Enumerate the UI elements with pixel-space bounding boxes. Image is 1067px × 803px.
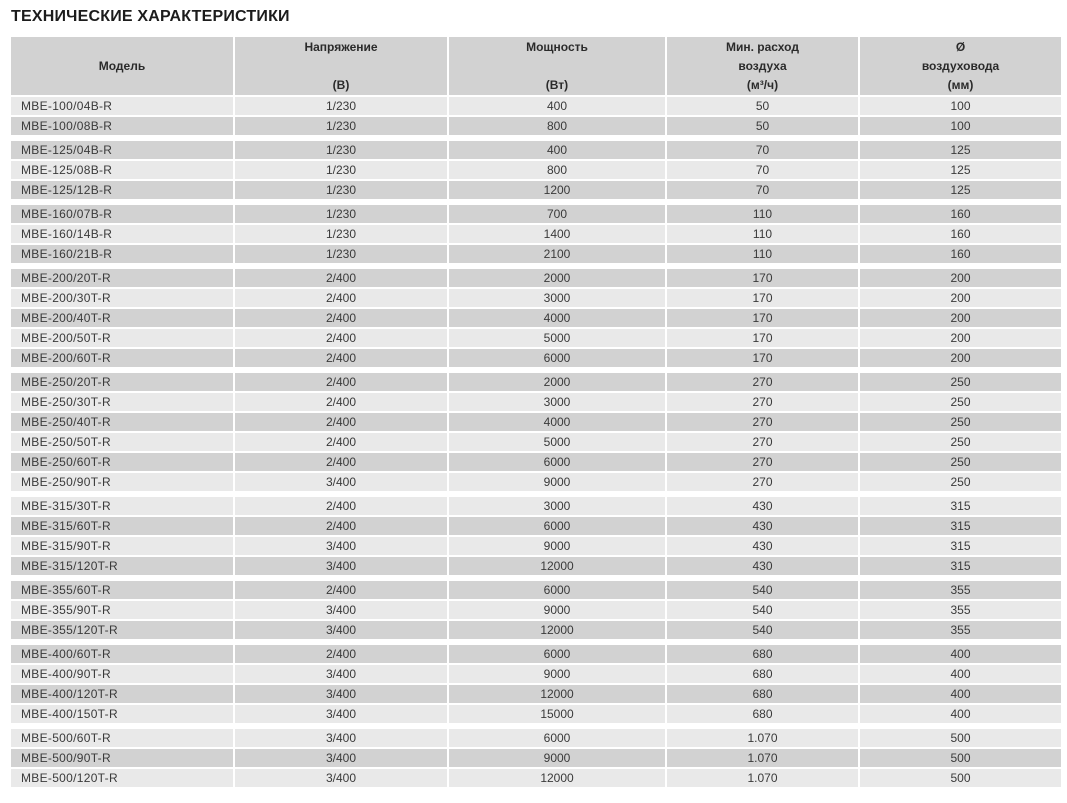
cell-model: MBE-315/60T-R (11, 517, 233, 535)
cell-model: MBE-355/120T-R (11, 621, 233, 639)
column-header-line: Мин. расход (726, 39, 799, 54)
cell-model: MBE-160/07B-R (11, 205, 233, 223)
cell-airflow: 50 (667, 117, 858, 135)
column-header-line: Ø (955, 39, 966, 54)
column-header-line: (В) (332, 77, 350, 92)
cell-diameter: 100 (860, 117, 1061, 135)
table-row (11, 557, 1061, 575)
cell-model: MBE-125/12B-R (11, 181, 233, 199)
cell-model: MBE-400/60T-R (11, 645, 233, 663)
cell-voltage: 1/230 (235, 205, 447, 223)
cell-diameter: 355 (860, 621, 1061, 639)
column-header-airflow (667, 37, 858, 95)
cell-voltage: 3/400 (235, 601, 447, 619)
cell-model: MBE-100/08B-R (11, 117, 233, 135)
cell-diameter: 250 (860, 393, 1061, 411)
cell-voltage: 2/400 (235, 269, 447, 287)
cell-model: MBE-355/90T-R (11, 601, 233, 619)
cell-model: MBE-200/60T-R (11, 349, 233, 367)
cell-power: 9000 (449, 665, 665, 683)
table-row (11, 181, 1061, 199)
cell-diameter: 315 (860, 557, 1061, 575)
cell-airflow: 110 (667, 205, 858, 223)
cell-voltage: 3/400 (235, 665, 447, 683)
column-header-power (449, 37, 665, 95)
cell-airflow: 680 (667, 665, 858, 683)
cell-voltage: 2/400 (235, 329, 447, 347)
column-header-diameter (860, 37, 1061, 95)
table-row (11, 645, 1061, 663)
table-row (11, 413, 1061, 431)
cell-power: 12000 (449, 621, 665, 639)
cell-model: MBE-250/60T-R (11, 453, 233, 471)
cell-voltage: 1/230 (235, 225, 447, 243)
table-row (11, 601, 1061, 619)
cell-voltage: 2/400 (235, 433, 447, 451)
cell-diameter: 160 (860, 225, 1061, 243)
table-row (11, 453, 1061, 471)
cell-power: 3000 (449, 289, 665, 307)
cell-voltage: 3/400 (235, 729, 447, 747)
cell-power: 6000 (449, 581, 665, 599)
cell-model: MBE-250/90T-R (11, 473, 233, 491)
cell-model: MBE-400/90T-R (11, 665, 233, 683)
table-row (11, 373, 1061, 391)
table-row (11, 769, 1061, 787)
cell-airflow: 170 (667, 269, 858, 287)
table-row (11, 289, 1061, 307)
cell-airflow: 170 (667, 329, 858, 347)
cell-airflow: 70 (667, 181, 858, 199)
column-header-line: (Вт) (545, 77, 569, 92)
cell-airflow: 430 (667, 537, 858, 555)
cell-airflow: 70 (667, 161, 858, 179)
cell-power: 12000 (449, 769, 665, 787)
cell-diameter: 250 (860, 413, 1061, 431)
column-header-voltage (235, 37, 447, 95)
table-row (11, 309, 1061, 327)
cell-airflow: 170 (667, 289, 858, 307)
cell-diameter: 160 (860, 245, 1061, 263)
cell-model: MBE-250/50T-R (11, 433, 233, 451)
cell-voltage: 1/230 (235, 181, 447, 199)
table-row (11, 349, 1061, 367)
cell-diameter: 200 (860, 289, 1061, 307)
cell-airflow: 110 (667, 225, 858, 243)
cell-voltage: 2/400 (235, 349, 447, 367)
specs-table (11, 37, 1061, 787)
cell-model: MBE-200/20T-R (11, 269, 233, 287)
cell-airflow: 270 (667, 453, 858, 471)
cell-voltage: 3/400 (235, 557, 447, 575)
cell-power: 9000 (449, 473, 665, 491)
table-row (11, 393, 1061, 411)
column-header-line: (мм) (947, 77, 974, 92)
cell-airflow: 270 (667, 373, 858, 391)
cell-voltage: 2/400 (235, 453, 447, 471)
cell-diameter: 400 (860, 665, 1061, 683)
cell-voltage: 2/400 (235, 497, 447, 515)
cell-power: 1200 (449, 181, 665, 199)
cell-voltage: 1/230 (235, 117, 447, 135)
cell-diameter: 500 (860, 749, 1061, 767)
page-title: ТЕХНИЧЕСКИЕ ХАРАКТЕРИСТИКИ (11, 8, 290, 25)
cell-power: 400 (449, 141, 665, 159)
cell-diameter: 500 (860, 769, 1061, 787)
cell-voltage: 2/400 (235, 581, 447, 599)
cell-model: MBE-125/08B-R (11, 161, 233, 179)
table-row (11, 729, 1061, 747)
cell-airflow: 270 (667, 433, 858, 451)
cell-voltage: 2/400 (235, 645, 447, 663)
cell-model: MBE-160/21B-R (11, 245, 233, 263)
cell-power: 5000 (449, 433, 665, 451)
cell-diameter: 250 (860, 453, 1061, 471)
cell-voltage: 3/400 (235, 473, 447, 491)
column-header-line: воздуховода (921, 58, 1000, 73)
table-row (11, 269, 1061, 287)
cell-airflow: 430 (667, 497, 858, 515)
cell-power: 6000 (449, 729, 665, 747)
cell-model: MBE-315/30T-R (11, 497, 233, 515)
table-body (11, 97, 1061, 787)
table-header-row (11, 37, 1061, 95)
table-row (11, 205, 1061, 223)
model-series-group (11, 373, 1061, 491)
cell-airflow: 680 (667, 685, 858, 703)
cell-model: MBE-250/20T-R (11, 373, 233, 391)
cell-diameter: 250 (860, 373, 1061, 391)
model-series-group (11, 729, 1061, 787)
table-row (11, 473, 1061, 491)
cell-power: 6000 (449, 645, 665, 663)
cell-voltage: 2/400 (235, 517, 447, 535)
model-series-group (11, 497, 1061, 575)
cell-model: MBE-500/60T-R (11, 729, 233, 747)
cell-diameter: 100 (860, 97, 1061, 115)
cell-diameter: 125 (860, 161, 1061, 179)
column-header-line: Мощность (526, 39, 588, 54)
cell-model: MBE-315/120T-R (11, 557, 233, 575)
cell-diameter: 200 (860, 269, 1061, 287)
cell-airflow: 50 (667, 97, 858, 115)
model-series-group (11, 581, 1061, 639)
cell-airflow: 1.070 (667, 729, 858, 747)
table-row (11, 433, 1061, 451)
cell-model: MBE-250/40T-R (11, 413, 233, 431)
cell-power: 9000 (449, 601, 665, 619)
model-series-group (11, 645, 1061, 723)
column-header-line: Модель (98, 58, 146, 73)
table-row (11, 97, 1061, 115)
cell-diameter: 200 (860, 349, 1061, 367)
cell-diameter: 250 (860, 433, 1061, 451)
table-row (11, 685, 1061, 703)
cell-diameter: 400 (860, 685, 1061, 703)
table-row (11, 497, 1061, 515)
cell-airflow: 540 (667, 601, 858, 619)
cell-airflow: 430 (667, 557, 858, 575)
column-header-line: (м³/ч) (746, 77, 779, 92)
cell-airflow: 680 (667, 705, 858, 723)
cell-model: MBE-400/120T-R (11, 685, 233, 703)
cell-model: MBE-355/60T-R (11, 581, 233, 599)
cell-power: 800 (449, 161, 665, 179)
cell-power: 4000 (449, 413, 665, 431)
cell-model: MBE-200/30T-R (11, 289, 233, 307)
cell-airflow: 110 (667, 245, 858, 263)
cell-airflow: 1.070 (667, 749, 858, 767)
model-series-group (11, 205, 1061, 263)
cell-airflow: 540 (667, 621, 858, 639)
cell-model: MBE-500/120T-R (11, 769, 233, 787)
cell-diameter: 125 (860, 181, 1061, 199)
cell-power: 4000 (449, 309, 665, 327)
column-header-line: Напряжение (304, 39, 378, 54)
cell-voltage: 2/400 (235, 289, 447, 307)
model-series-group (11, 269, 1061, 367)
model-series-group (11, 141, 1061, 199)
cell-airflow: 270 (667, 413, 858, 431)
cell-voltage: 2/400 (235, 309, 447, 327)
cell-diameter: 200 (860, 329, 1061, 347)
cell-model: MBE-315/90T-R (11, 537, 233, 555)
cell-diameter: 315 (860, 517, 1061, 535)
cell-power: 6000 (449, 349, 665, 367)
cell-airflow: 170 (667, 309, 858, 327)
cell-voltage: 3/400 (235, 685, 447, 703)
cell-airflow: 540 (667, 581, 858, 599)
cell-voltage: 2/400 (235, 373, 447, 391)
cell-power: 400 (449, 97, 665, 115)
cell-power: 2100 (449, 245, 665, 263)
cell-voltage: 3/400 (235, 769, 447, 787)
cell-airflow: 430 (667, 517, 858, 535)
table-row (11, 621, 1061, 639)
table-row (11, 581, 1061, 599)
cell-model: MBE-400/150T-R (11, 705, 233, 723)
cell-airflow: 70 (667, 141, 858, 159)
cell-power: 3000 (449, 393, 665, 411)
table-row (11, 665, 1061, 683)
column-header-line: воздуха (738, 58, 787, 73)
cell-model: MBE-125/04B-R (11, 141, 233, 159)
cell-airflow: 270 (667, 393, 858, 411)
table-row (11, 161, 1061, 179)
cell-diameter: 315 (860, 497, 1061, 515)
table-row (11, 117, 1061, 135)
cell-voltage: 1/230 (235, 141, 447, 159)
cell-power: 700 (449, 205, 665, 223)
cell-voltage: 1/230 (235, 245, 447, 263)
cell-voltage: 1/230 (235, 161, 447, 179)
cell-power: 15000 (449, 705, 665, 723)
table-row (11, 225, 1061, 243)
cell-diameter: 250 (860, 473, 1061, 491)
cell-model: MBE-100/04B-R (11, 97, 233, 115)
cell-power: 3000 (449, 497, 665, 515)
cell-model: MBE-500/90T-R (11, 749, 233, 767)
cell-diameter: 125 (860, 141, 1061, 159)
table-row (11, 749, 1061, 767)
cell-power: 9000 (449, 537, 665, 555)
cell-airflow: 680 (667, 645, 858, 663)
cell-voltage: 3/400 (235, 705, 447, 723)
cell-voltage: 3/400 (235, 749, 447, 767)
cell-power: 9000 (449, 749, 665, 767)
cell-voltage: 2/400 (235, 413, 447, 431)
cell-power: 5000 (449, 329, 665, 347)
cell-power: 6000 (449, 453, 665, 471)
model-series-group (11, 97, 1061, 135)
cell-model: MBE-200/40T-R (11, 309, 233, 327)
column-header-model (11, 37, 233, 95)
table-row (11, 517, 1061, 535)
cell-power: 12000 (449, 685, 665, 703)
cell-model: MBE-160/14B-R (11, 225, 233, 243)
table-row (11, 705, 1061, 723)
cell-diameter: 200 (860, 309, 1061, 327)
cell-power: 800 (449, 117, 665, 135)
cell-power: 12000 (449, 557, 665, 575)
cell-voltage: 1/230 (235, 97, 447, 115)
cell-diameter: 355 (860, 581, 1061, 599)
cell-airflow: 1.070 (667, 769, 858, 787)
cell-power: 6000 (449, 517, 665, 535)
cell-voltage: 3/400 (235, 537, 447, 555)
cell-diameter: 355 (860, 601, 1061, 619)
cell-power: 2000 (449, 373, 665, 391)
cell-model: MBE-200/50T-R (11, 329, 233, 347)
table-row (11, 537, 1061, 555)
cell-power: 2000 (449, 269, 665, 287)
cell-airflow: 170 (667, 349, 858, 367)
cell-power: 1400 (449, 225, 665, 243)
cell-voltage: 2/400 (235, 393, 447, 411)
cell-diameter: 400 (860, 645, 1061, 663)
cell-airflow: 270 (667, 473, 858, 491)
table-row (11, 245, 1061, 263)
cell-voltage: 3/400 (235, 621, 447, 639)
table-row (11, 141, 1061, 159)
cell-diameter: 315 (860, 537, 1061, 555)
cell-diameter: 160 (860, 205, 1061, 223)
cell-model: MBE-250/30T-R (11, 393, 233, 411)
cell-diameter: 500 (860, 729, 1061, 747)
cell-diameter: 400 (860, 705, 1061, 723)
table-row (11, 329, 1061, 347)
